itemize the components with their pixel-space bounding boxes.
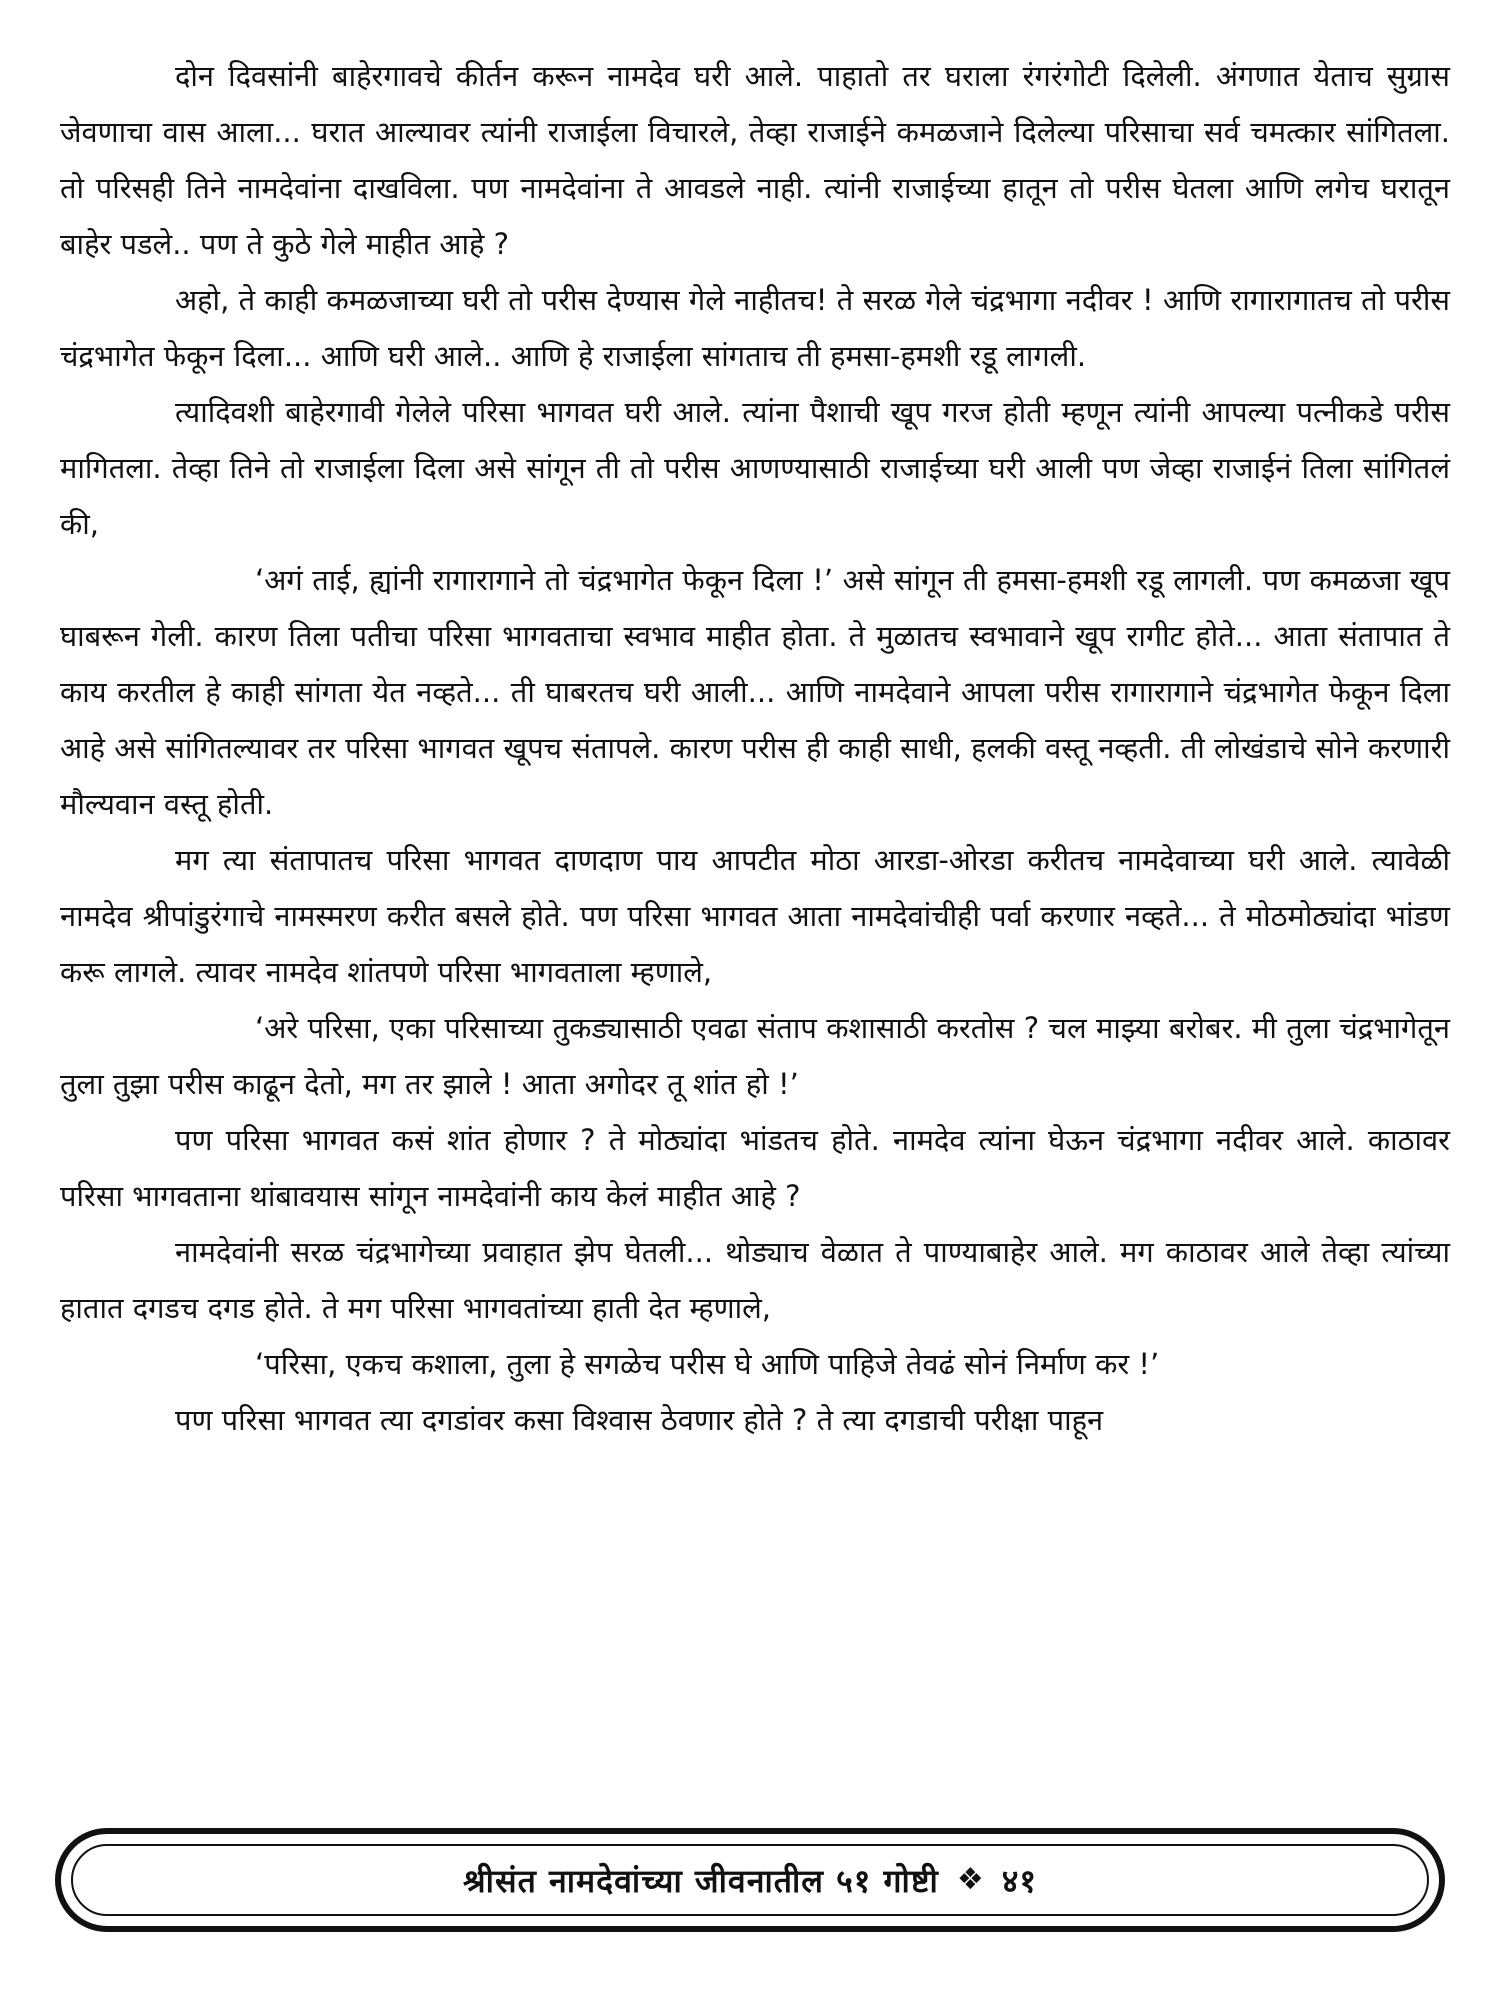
paragraph-7: पण परिसा भागवत कसं शांत होणार ? ते मोठ्यांदा भांडतच होते. नामदेव त्यांना घेऊन चंद्रभागा नदीवर आले. काठावर परिसा भागवताना थांबावयास सांगून नामदेवांनी काय केलं माहीत आहे ? (60, 1123, 1450, 1213)
paragraph-6-quote: ‘अरे परिसा, एका परिसाच्या तुकड्यासाठी एवढा संताप कशासाठी करतोस ? चल माझ्या बरोबर. मी तुला चंद्रभागेतून तुला तुझा परीस काढून देतो, मग तर झाले ! आता अगोदर तू शांत हो !’ (60, 1011, 1450, 1101)
footer-inner-frame (71, 1844, 1429, 1916)
footer-frame (55, 1828, 1445, 1932)
paragraph-5: मग त्या संतापातच परिसा भागवत दाणदाण पाय आपटीत मोठा आरडा-ओरडा करीतच नामदेवाच्या घरी आले. त्यावेळी नामदेव श्रीपांडुरंगाचे नामस्मरण करीत बसले होते. पण परिसा भागवत आता नामदेवांचीही पर्वा करणार नव्हते... ते मोठमोठ्यांदा भांडण करू लागले. त्यावर नामदेव शांतपणे परिसा भागवताला म्हणाले, (60, 843, 1450, 989)
paragraph-9-quote: ‘परिसा, एकच कशाला, तुला हे सगळेच परीस घे आणि पाहिजे तेवढं सोनं निर्माण कर !’ (255, 1347, 1160, 1381)
paragraph-8: नामदेवांनी सरळ चंद्रभागेच्या प्रवाहात झेप घेतली... थोड्याच वेळात ते पाण्याबाहेर आले. मग काठावर आले तेव्हा त्यांच्या हातात दगडच दगड होते. ते मग परिसा भागवतांच्या हाती देत म्हणाले, (60, 1235, 1450, 1325)
paragraph-10: पण परिसा भागवत त्या दगडांवर कसा विश्वास ठेवणार होते ? ते त्या दगडाची परीक्षा पाहून (175, 1403, 1104, 1437)
diamond-ornament-icon: ❖ (956, 1862, 984, 1897)
page-body (60, 48, 1450, 1818)
paragraph-4-quote: ‘अगं ताई, ह्यांनी रागारागाने तो चंद्रभागेत फेकून दिला !’ असे सांगून ती हमसा-हमशी रडू लागली. पण कमळजा खूप घाबरून गेली. कारण तिला पतीचा परिसा भागवताचा स्वभाव माहीत होता. ते मुळातच स्वभावाने खूप रागीट होते... आता संतापात ते काय करतील हे काही सांगता येत नव्हते... ती घाबरतच घरी आली... आणि नामदेवाने आपला परीस रागारागाने चंद्रभागेत फेकून दिला आहे असे सांगितल्यावर तर परिसा भागवत खूपच संतापले. कारण परीस ही काही साधी, हलकी वस्तू नव्हती. ती लोखंडाचे सोने करणारी मौल्यवान वस्तू होती. (60, 563, 1450, 821)
paragraph-2: अहो, ते काही कमळजाच्या घरी तो परीस देण्यास गेले नाहीतच! ते सरळ गेले चंद्रभागा नदीवर ! आणि रागारागातच तो परीस चंद्रभागेत फेकून दिला... आणि घरी आले.. आणि हे राजाईला सांगताच ती हमसा-हमशी रडू लागली. (60, 283, 1450, 373)
paragraph-1: दोन दिवसांनी बाहेरगावचे कीर्तन करून नामदेव घरी आले. पाहातो तर घराला रंगरंगोटी दिलेली. अंगणात येताच सुग्रास जेवणाचा वास आला... घरात आल्यावर त्यांनी राजाईला विचारले, तेव्हा राजाईने कमळजाने दिलेल्या परिसाचा सर्व चमत्कार सांगितला. तो परिसही तिने नामदेवांना दाखविला. पण नामदेवांना ते आवडले नाही. त्यांनी राजाईच्या हातून तो परीस घेतला आणि लगेच घरातून बाहेर पडले.. पण ते कुठे गेले माहीत आहे ? (60, 59, 1450, 261)
page-number: ४१ (1001, 1861, 1037, 1900)
paragraph-3: त्यादिवशी बाहेरगावी गेलेले परिसा भागवत घरी आले. त्यांना पैशाची खूप गरज होती म्हणून त्यांनी आपल्या पत्नीकडे परीस मागितला. तेव्हा तिने तो राजाईला दिला असे सांगून ती तो परीस आणण्यासाठी राजाईच्या घरी आली पण जेव्हा राजाईनं तिला सांगितलं की, (60, 395, 1450, 541)
footer-book-title: श्रीसंत नामदेवांच्या जीवनातील ५१ गोष्टी (463, 1861, 939, 1900)
